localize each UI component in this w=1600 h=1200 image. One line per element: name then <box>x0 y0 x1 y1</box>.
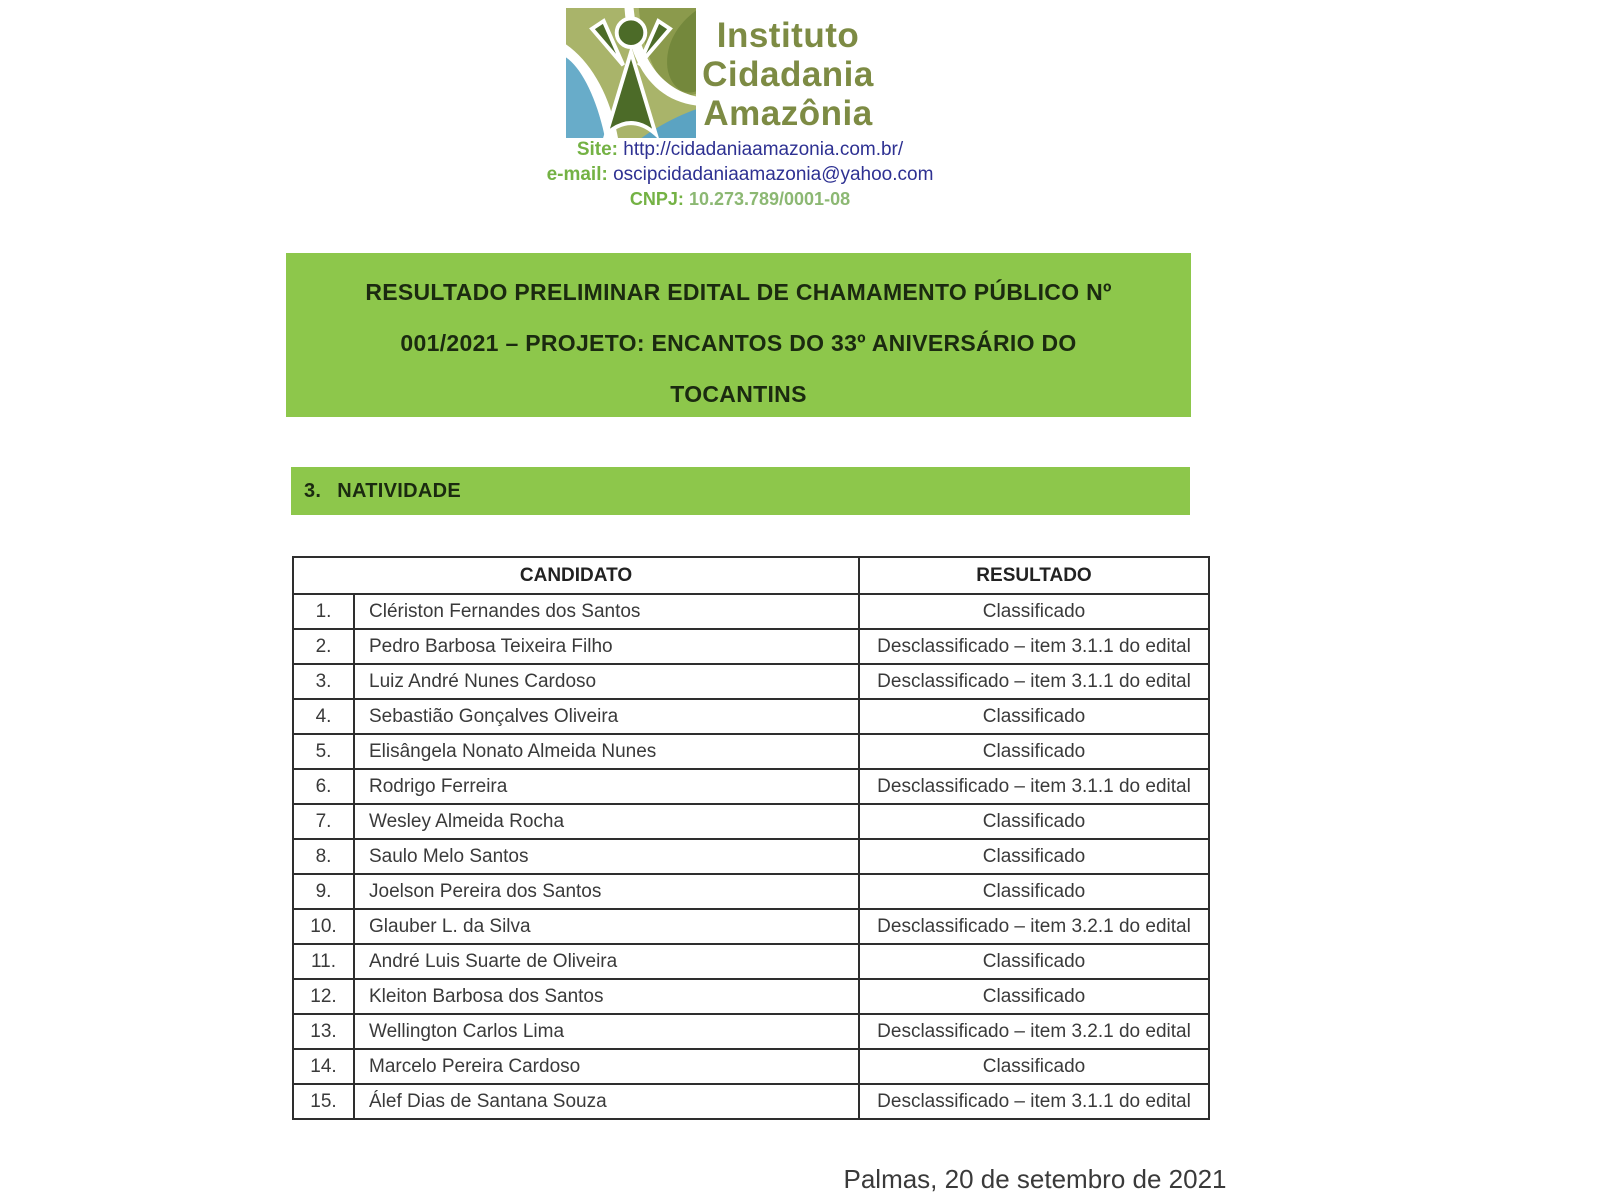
table-row <box>293 839 1209 874</box>
candidate-name-cell: Wesley Almeida Rocha <box>354 804 859 839</box>
row-number-cell: 5. <box>293 734 354 769</box>
site-url-link[interactable]: http://cidadaniaamazonia.com.br/ <box>623 139 904 160</box>
result-cell: Classificado <box>859 699 1209 734</box>
candidate-name-cell: Sebastião Gonçalves Oliveira <box>354 699 859 734</box>
result-cell: Desclassificado – item 3.2.1 do edital <box>859 1014 1209 1049</box>
table-row <box>293 629 1209 664</box>
candidate-name-cell: Rodrigo Ferreira <box>354 769 859 804</box>
row-number-cell: 12. <box>293 979 354 1014</box>
table-row <box>293 874 1209 909</box>
row-number-cell: 9. <box>293 874 354 909</box>
contact-block <box>435 137 1045 212</box>
candidate-name-cell: Clériston Fernandes dos Santos <box>354 594 859 629</box>
cnpj-value: 10.273.789/0001-08 <box>688 189 851 209</box>
table-row <box>293 1014 1209 1049</box>
result-cell: Desclassificado – item 3.1.1 do edital <box>859 664 1209 699</box>
org-name-line: Instituto <box>716 16 860 55</box>
results-table <box>292 556 1210 1120</box>
result-cell: Classificado <box>859 874 1209 909</box>
candidate-name-cell: Marcelo Pereira Cardoso <box>354 1049 859 1084</box>
candidate-name-cell: Wellington Carlos Lima <box>354 1014 859 1049</box>
result-cell: Classificado <box>859 594 1209 629</box>
dateline: Palmas, 20 de setembro de 2021 <box>843 1164 1227 1194</box>
row-number-cell: 15. <box>293 1084 354 1119</box>
candidate-name-cell: Glauber L. da Silva <box>354 909 859 944</box>
header-row <box>293 557 1209 594</box>
table-row <box>293 1084 1209 1119</box>
section-number: 3. <box>304 479 322 502</box>
row-number-cell: 14. <box>293 1049 354 1084</box>
cnpj-line <box>435 187 1045 212</box>
email-label: e-mail: <box>546 164 608 185</box>
candidate-name-cell: Joelson Pereira dos Santos <box>354 874 859 909</box>
site-line <box>435 137 1045 162</box>
result-cell: Classificado <box>859 839 1209 874</box>
result-cell: Desclassificado – item 3.2.1 do edital <box>859 909 1209 944</box>
org-name-line: Amazônia <box>703 94 873 133</box>
document-title-banner <box>286 253 1191 417</box>
result-cell: Classificado <box>859 804 1209 839</box>
table-row <box>293 1049 1209 1084</box>
document-title-line: RESULTADO PRELIMINAR EDITAL DE CHAMAMENTO PÚBLICO Nº <box>365 279 1112 305</box>
document-title-line: 001/2021 – PROJETO: ENCANTOS DO 33º ANIVERSÁRIO DO <box>400 330 1077 356</box>
table-row <box>293 734 1209 769</box>
table-row <box>293 699 1209 734</box>
section-title: NATIVIDADE <box>337 479 462 502</box>
row-number-cell: 13. <box>293 1014 354 1049</box>
org-name-line: Cidadania <box>702 55 874 94</box>
candidate-name-cell: Elisângela Nonato Almeida Nunes <box>354 734 859 769</box>
table-row <box>293 979 1209 1014</box>
candidate-name-cell: Kleiton Barbosa dos Santos <box>354 979 859 1014</box>
site-label: Site: <box>576 139 618 160</box>
cidadania-amazonia-logo-icon <box>566 8 696 138</box>
result-cell: Classificado <box>859 1049 1209 1084</box>
row-number-cell: 3. <box>293 664 354 699</box>
result-cell: Desclassificado – item 3.1.1 do edital <box>859 1084 1209 1119</box>
candidate-name-cell: Pedro Barbosa Teixeira Filho <box>354 629 859 664</box>
row-number-cell: 1. <box>293 594 354 629</box>
result-cell: Classificado <box>859 979 1209 1014</box>
candidate-name-cell: André Luis Suarte de Oliveira <box>354 944 859 979</box>
column-header-candidato: CANDIDATO <box>293 557 859 594</box>
email-link[interactable]: oscipcidadaniaamazonia@yahoo.com <box>613 164 934 185</box>
row-number-cell: 7. <box>293 804 354 839</box>
table-row <box>293 944 1209 979</box>
email-line <box>435 162 1045 187</box>
document-title-line: TOCANTINS <box>670 381 807 407</box>
table-row <box>293 804 1209 839</box>
row-number-cell: 2. <box>293 629 354 664</box>
table-row <box>293 594 1209 629</box>
table-row <box>293 664 1209 699</box>
row-number-cell: 6. <box>293 769 354 804</box>
results-table-body <box>293 594 1209 1119</box>
result-cell: Desclassificado – item 3.1.1 do edital <box>859 769 1209 804</box>
result-cell: Desclassificado – item 3.1.1 do edital <box>859 629 1209 664</box>
results-table-head <box>293 557 1209 594</box>
candidate-name-cell: Luiz André Nunes Cardoso <box>354 664 859 699</box>
row-number-cell: 10. <box>293 909 354 944</box>
candidate-name-cell: Saulo Melo Santos <box>354 839 859 874</box>
result-cell: Classificado <box>859 734 1209 769</box>
column-header-resultado: RESULTADO <box>859 557 1209 594</box>
result-cell: Classificado <box>859 944 1209 979</box>
section-header <box>291 467 1190 515</box>
row-number-cell: 8. <box>293 839 354 874</box>
cnpj-label: CNPJ: <box>629 189 684 209</box>
table-row <box>293 909 1209 944</box>
row-number-cell: 11. <box>293 944 354 979</box>
candidate-name-cell: Álef Dias de Santana Souza <box>354 1084 859 1119</box>
row-number-cell: 4. <box>293 699 354 734</box>
table-row <box>293 769 1209 804</box>
org-name <box>688 16 888 133</box>
